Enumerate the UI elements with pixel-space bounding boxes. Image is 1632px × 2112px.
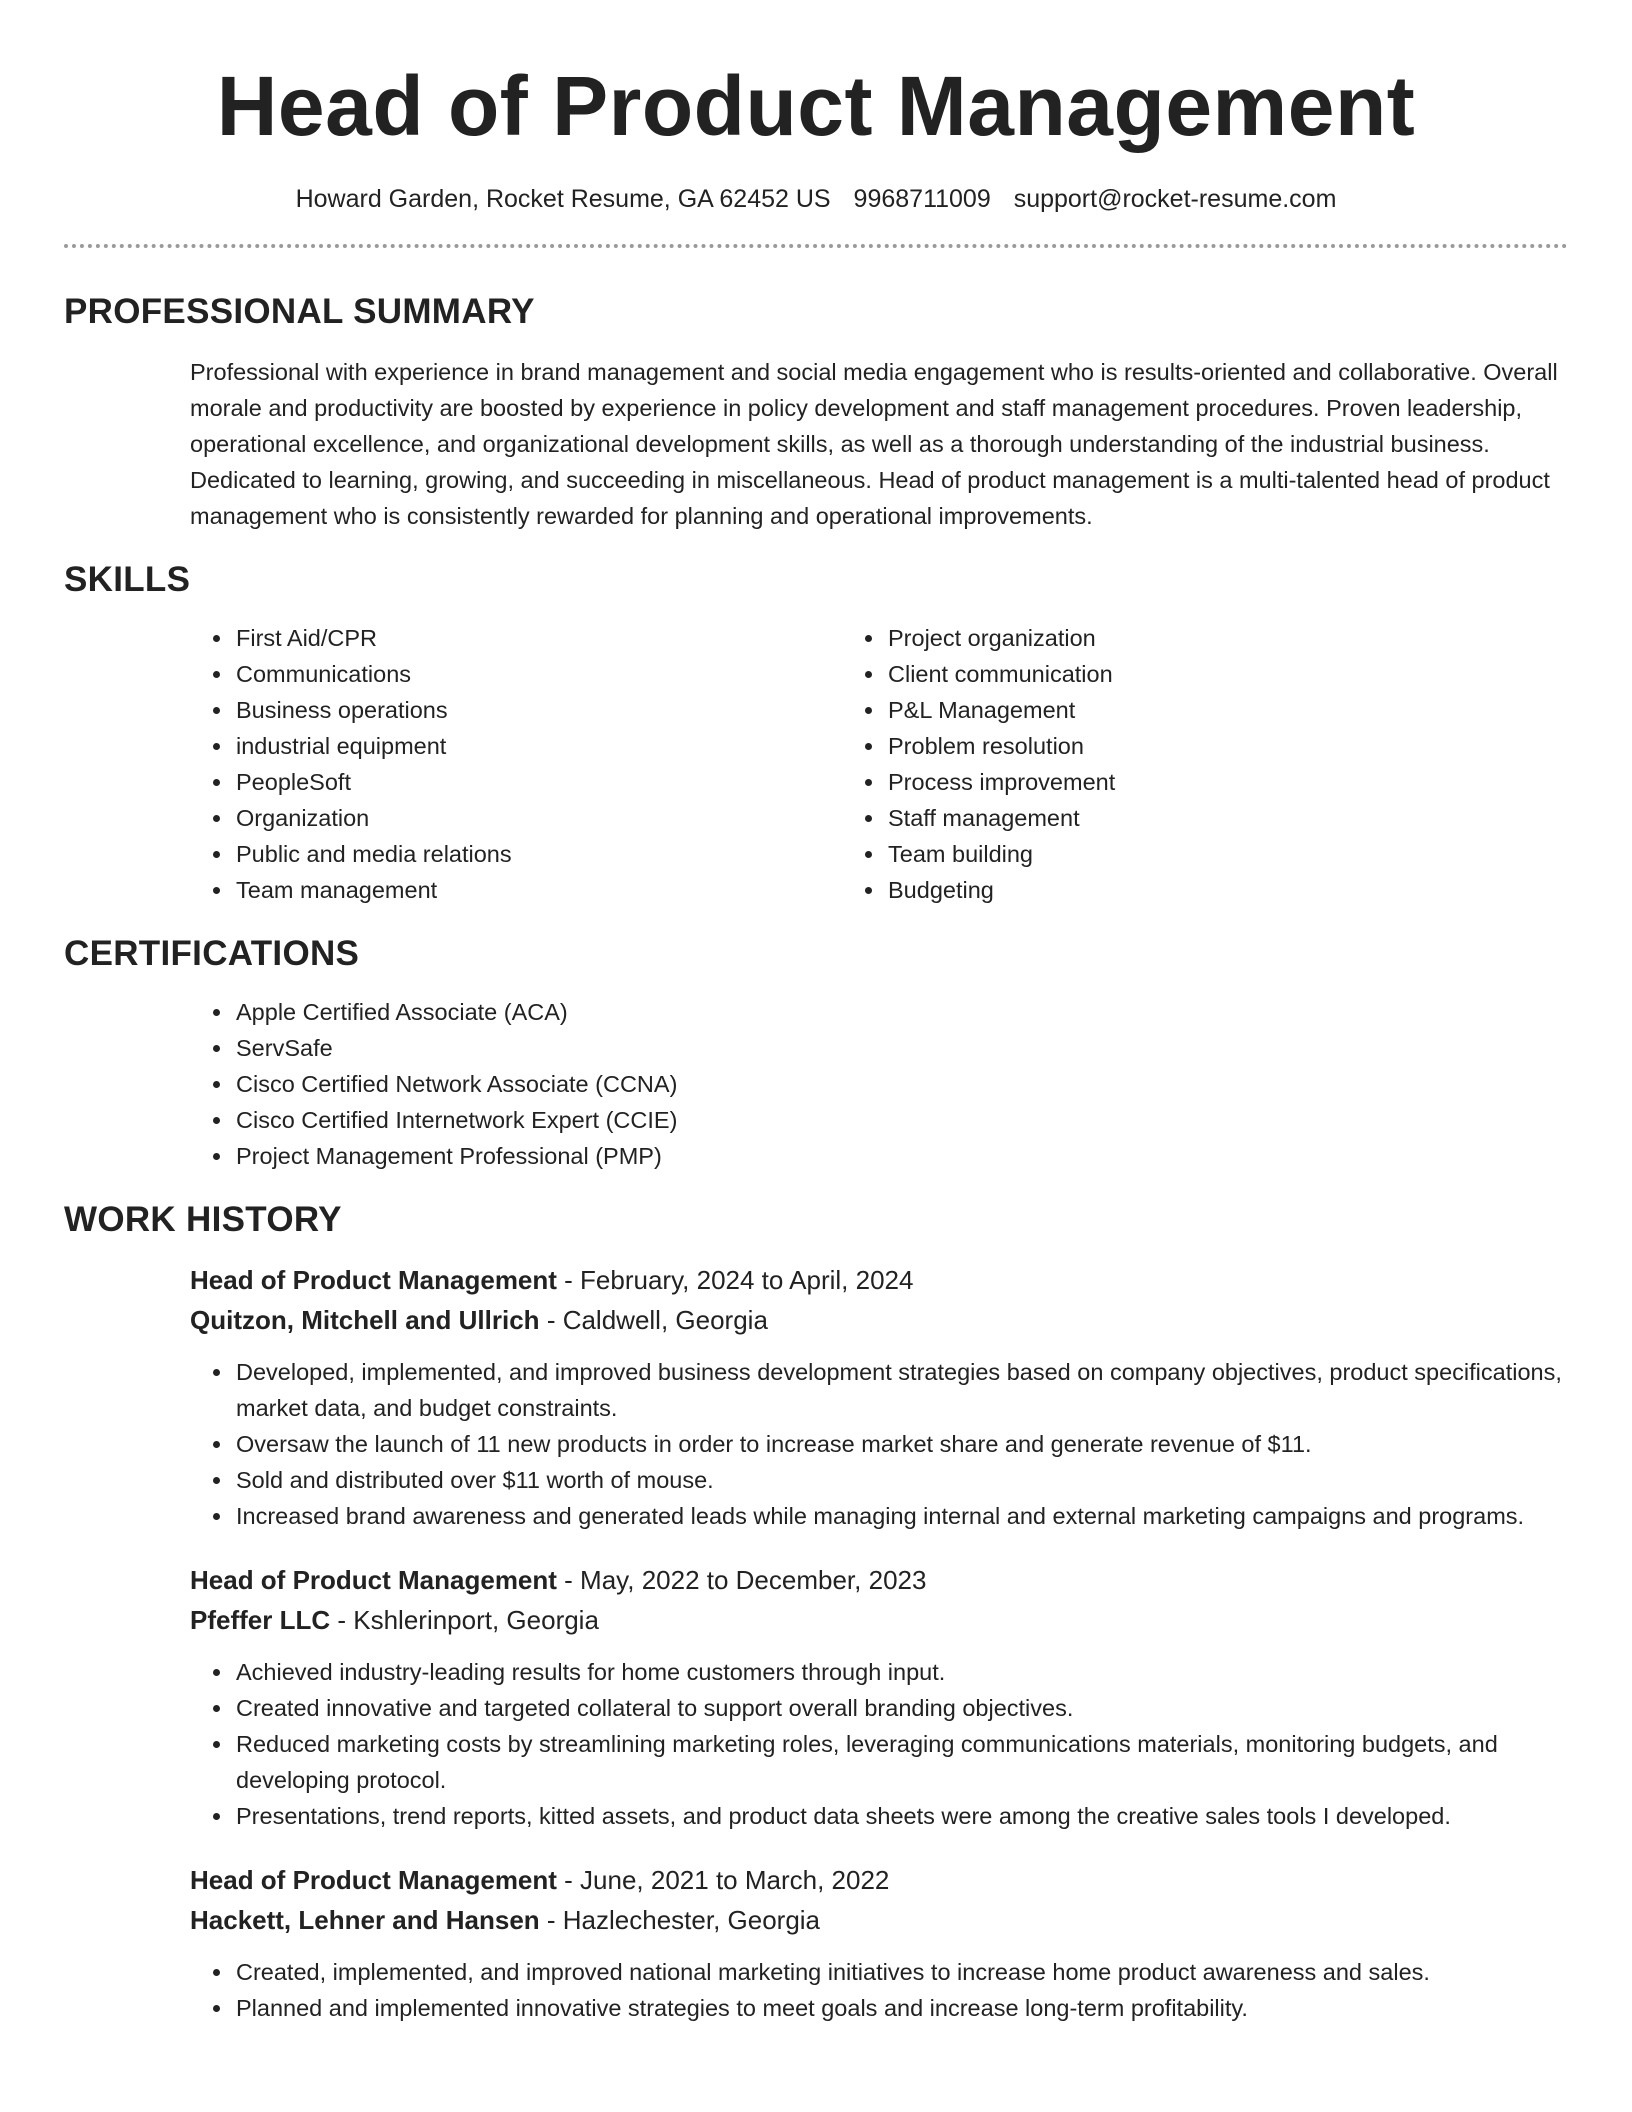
resume-title: Head of Product Management [216, 59, 1416, 153]
job-location: - Kshlerinport, Georgia [337, 1605, 599, 1635]
summary-text: Professional with experience in brand management and social media engagement who is results-oriented and collaborative. Overall morale and productivity are boosted by experience in policy development and staff management procedures. Proven leadership, operational excellence, and organizational development skills, as well as a thorough understanding of the industrial business. Dedicated to learning, growing, and succeeding in miscellaneous. Head of product management is a multi-talented head of product management who is consistently rewarded for planning and operational improvements. [190, 359, 1558, 529]
certification-item: • Cisco Certified Internetwork Expert (CCIE) [234, 1102, 1568, 1138]
skill-item: • First Aid/CPR [234, 620, 914, 656]
skills-right-list [886, 620, 1566, 908]
contact-line [64, 184, 1568, 214]
job-entry [64, 1560, 1568, 1640]
job-bullets [64, 1654, 1568, 1834]
summary-section [64, 292, 1568, 534]
job-dates: - June, 2021 to March, 2022 [564, 1865, 890, 1895]
job-location: - Hazlechester, Georgia [546, 1905, 821, 1935]
job-bullets [64, 1954, 1568, 2026]
job-dates: - February, 2024 to April, 2024 [564, 1265, 914, 1295]
certifications-heading: CERTIFICATIONS [64, 934, 360, 973]
skill-item: • Team management [234, 872, 914, 908]
job-company-line [190, 1900, 1568, 1940]
skill-item: • Process improvement [886, 764, 1566, 800]
skill-item: • Budgeting [886, 872, 1566, 908]
job-title-line [190, 1560, 1568, 1600]
certification-item: • Cisco Certified Network Associate (CCNA) [234, 1066, 1568, 1102]
certification-item: • Apple Certified Associate (ACA) [234, 994, 1568, 1030]
skill-item: • P&L Management [886, 692, 1566, 728]
job-entry [64, 1860, 1568, 1940]
work-section [64, 1200, 1568, 2026]
job-bullet: • Oversaw the launch of 11 new products in order to increase market share and generate revenue of $11. [234, 1426, 1568, 1462]
skill-item: • Staff management [886, 800, 1566, 836]
job-location: - Caldwell, Georgia [546, 1305, 768, 1335]
skill-item: • Client communication [886, 656, 1566, 692]
job-bullet: • Increased brand awareness and generated leads while managing internal and external marketing campaigns and programs. [234, 1498, 1568, 1534]
job-title: Head of Product Management [190, 1565, 557, 1595]
contact-email: support@rocket-resume.com [1013, 185, 1337, 213]
certifications-list [64, 994, 1568, 1174]
skill-item: • Team building [886, 836, 1566, 872]
job-company-line [190, 1600, 1568, 1640]
contact-phone: 9968711009 [853, 185, 991, 213]
certification-item: • Project Management Professional (PMP) [234, 1138, 1568, 1174]
skill-item: • Communications [234, 656, 914, 692]
skill-item: • Business operations [234, 692, 914, 728]
skill-item: • Problem resolution [886, 728, 1566, 764]
certifications-section [64, 934, 1568, 1174]
work-heading: WORK HISTORY [64, 1200, 342, 1239]
job-company-line [190, 1300, 1568, 1340]
job-bullet: • Developed, implemented, and improved business development strategies based on company objectives, product specifications, market data, and budget constraints. [234, 1354, 1568, 1426]
job-title: Head of Product Management [190, 1865, 557, 1895]
job-entry [64, 1260, 1568, 1340]
job-company: Quitzon, Mitchell and Ullrich [190, 1305, 540, 1335]
job-title-line [190, 1260, 1568, 1300]
skill-item: • Organization [234, 800, 914, 836]
job-company: Hackett, Lehner and Hansen [190, 1905, 540, 1935]
job-bullets [64, 1354, 1568, 1534]
skill-item: • PeopleSoft [234, 764, 914, 800]
job-bullet: • Sold and distributed over $11 worth of mouse. [234, 1462, 1568, 1498]
skills-heading: SKILLS [64, 560, 191, 599]
job-dates: - May, 2022 to December, 2023 [564, 1565, 927, 1595]
contact-address: Howard Garden, Rocket Resume, GA 62452 US [295, 185, 831, 213]
job-bullet: • Planned and implemented innovative strategies to meet goals and increase long-term profitability. [234, 1990, 1568, 2026]
skills-columns [64, 620, 1568, 908]
certification-item: • ServSafe [234, 1030, 1568, 1066]
job-title: Head of Product Management [190, 1265, 557, 1295]
job-title-line [190, 1860, 1568, 1900]
header-divider [64, 244, 1568, 248]
job-bullet: • Created innovative and targeted collateral to support overall branding objectives. [234, 1690, 1568, 1726]
resume-page [64, 0, 1568, 2026]
job-company: Pfeffer LLC [190, 1605, 331, 1635]
job-bullet: • Achieved industry-leading results for home customers through input. [234, 1654, 1568, 1690]
skill-item: • industrial equipment [234, 728, 914, 764]
skill-item: • Project organization [886, 620, 1566, 656]
skill-item: • Public and media relations [234, 836, 914, 872]
job-bullet: • Reduced marketing costs by streamlining marketing roles, leveraging communications materials, monitoring budgets, and developing protocol. [234, 1726, 1568, 1798]
skills-section [64, 560, 1568, 908]
job-bullet: • Created, implemented, and improved national marketing initiatives to increase home product awareness and sales. [234, 1954, 1568, 1990]
skills-left-list [64, 620, 914, 908]
summary-heading: PROFESSIONAL SUMMARY [64, 292, 535, 331]
job-bullet: • Presentations, trend reports, kitted assets, and product data sheets were among the creative sales tools I developed. [234, 1798, 1568, 1834]
